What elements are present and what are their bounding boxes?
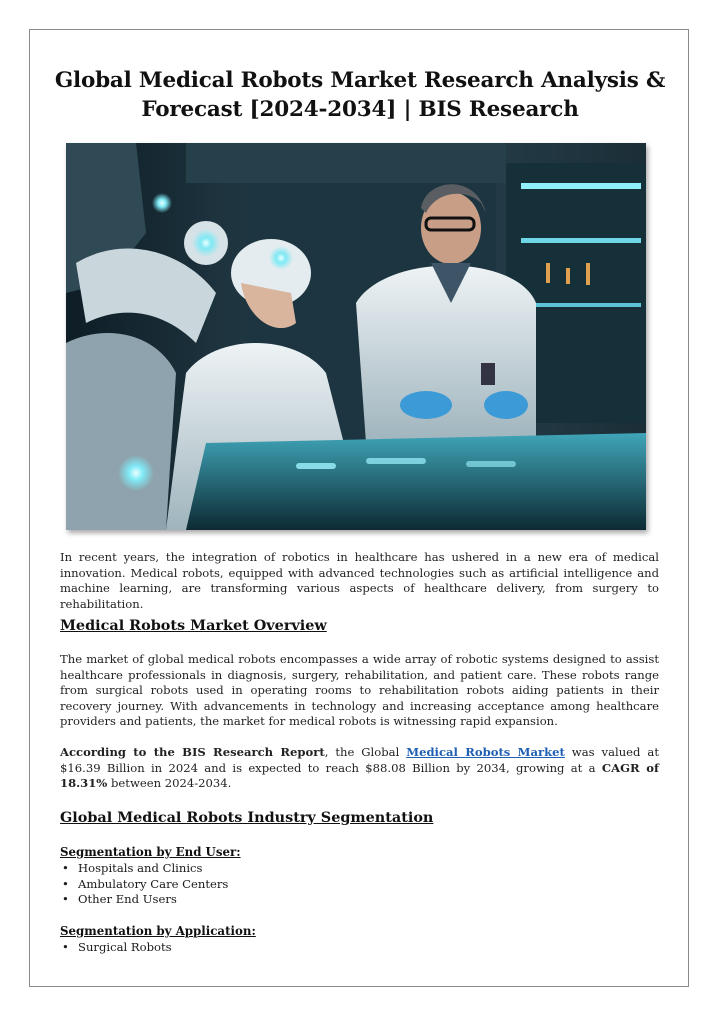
report-paragraph <box>60 745 659 792</box>
medical-robot-lab-photo-icon <box>66 143 646 530</box>
end-user-subheading <box>60 845 241 859</box>
end-user-colon: : <box>236 845 241 859</box>
page-title: Global Medical Robots Market Research Analysis & Forecast [2024-2034] | BIS Research <box>54 68 666 123</box>
list-item: • Other End Users <box>60 892 228 908</box>
report-text-3: between 2024-2034. <box>107 776 232 790</box>
medical-robots-market-link[interactable]: Medical Robots Market <box>406 745 565 759</box>
application-list <box>60 940 172 956</box>
list-item: • Surgical Robots <box>60 940 172 956</box>
list-item: • Hospitals and Clinics <box>60 861 228 877</box>
end-user-label: Segmentation by End User <box>60 845 237 859</box>
overview-heading: Medical Robots Market Overview <box>60 617 327 634</box>
application-subheading <box>60 924 256 938</box>
intro-paragraph: In recent years, the integration of robotics in healthcare has ushered in a new era of medical innovation. Medical robots, equipped with advanced technologies such as artificial intelligence and machine learning, are transforming various aspects of healthcare delivery, from surgery to rehabilitation. <box>60 550 659 611</box>
hero-image <box>66 143 646 530</box>
application-label: Segmentation by Application <box>60 924 252 938</box>
end-user-list <box>60 861 228 908</box>
application-colon: : <box>251 924 256 938</box>
report-text-2: was valued at $16.39 Billion in 2024 and is expected to reach $88.08 Billion by 2034, growing at a <box>60 745 659 775</box>
overview-paragraph: The market of global medical robots encompasses a wide array of robotic systems designed to assist healthcare professionals in diagnosis, surgery, rehabilitation, and patient care. These robots range from surgical robots used in operating rooms to rehabilitation robots aiding patients in their recovery journey. With advancements in technology and increasing acceptance among healthcare providers and patients, the market for medical robots is witnessing rapid expansion. <box>60 652 659 728</box>
segmentation-heading: Global Medical Robots Industry Segmentation <box>60 809 434 826</box>
list-item: • Ambulatory Care Centers <box>60 877 228 893</box>
report-text-1: , the Global <box>324 745 407 759</box>
report-lead: According to the BIS Research Report <box>60 745 325 759</box>
report-cagr: CAGR of 18.31% <box>60 760 659 790</box>
